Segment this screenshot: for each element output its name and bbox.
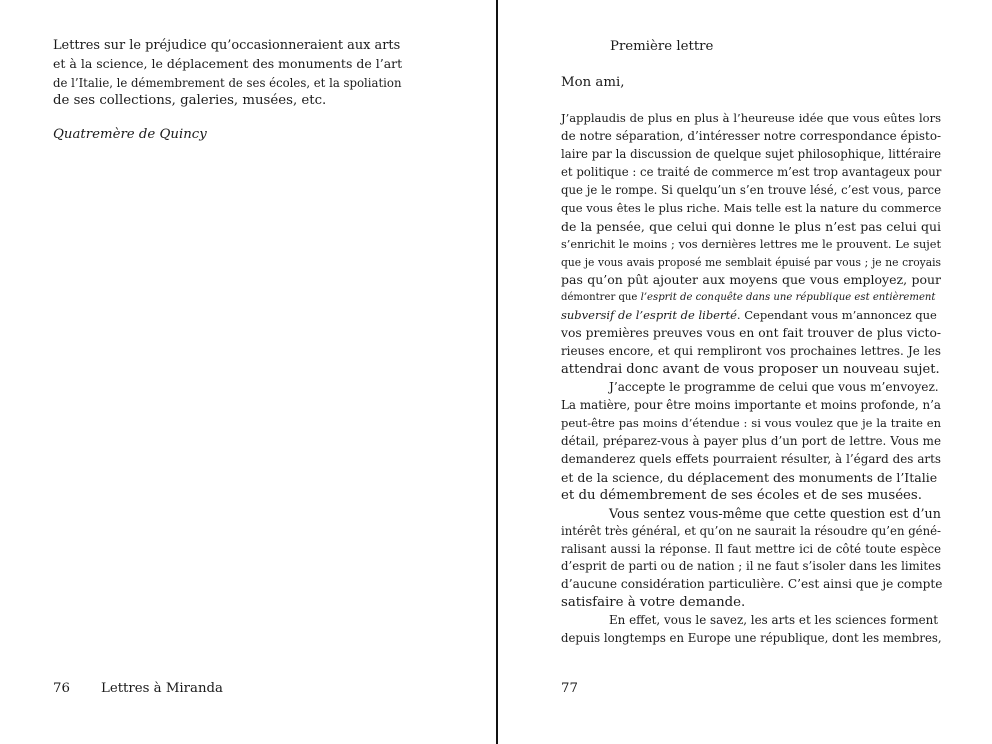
text-line: que je vous avais proposé me semblait épuisé par vous ; je ne croyais: [561, 255, 941, 269]
text-fragment: démontrer que: [561, 292, 641, 304]
left-footer: [53, 680, 223, 698]
page-number-right: 77: [561, 681, 578, 696]
title-line: Lettres sur le préjudice qu’occasionneraient aux arts: [53, 38, 401, 53]
text-line: pas qu’on pût ajouter aux moyens que vous employez, pour: [561, 272, 941, 288]
title-line: de ses collections, galeries, musées, etc.: [53, 92, 327, 108]
title-line: et à la science, le déplacement des monuments de l’art: [53, 56, 403, 72]
book-title-block: [53, 37, 403, 110]
text-line: J’accepte le programme de celui que vous m’envoyez.: [609, 380, 939, 395]
running-title: Lettres à Miranda: [101, 681, 223, 696]
text-line-mixed: [561, 289, 941, 307]
text-line: depuis longtemps en Europe une république, dont les membres,: [561, 631, 942, 646]
text-line-mixed: [561, 307, 941, 325]
text-line: attendrai donc avant de vous proposer un nouveau sujet.: [561, 362, 940, 378]
text-line: laire par la discussion de quelque sujet philosophique, littéraire: [561, 146, 941, 161]
page-number-left: 76: [53, 681, 70, 696]
text-line: ralisant aussi la réponse. Il faut mettre ici de côté toute espèce: [561, 541, 941, 556]
text-line: Vous sentez vous-même que cette question est d’un: [609, 505, 941, 521]
text-line: peut-être pas moins d’étendue : si vous voulez que je la traite en: [561, 415, 941, 430]
letter-body: [561, 110, 941, 648]
text-line: La matière, pour être moins importante et moins profonde, n’a: [561, 398, 941, 412]
text-line: d’aucune considération particulière. C’est ainsi que je compte: [561, 577, 943, 592]
salutation: Mon ami,: [561, 75, 625, 90]
text-line: que je le rompe. Si quelqu’un s’en trouve lésé, c’est vous, parce: [561, 182, 941, 197]
text-line: et de la science, du déplacement des monuments de l’Italie: [561, 469, 938, 485]
text-line: demanderez quels effets pourraient résulter, à l’égard des arts: [561, 451, 941, 466]
italic-fragment: subversif de l’esprit de liberté: [561, 308, 737, 323]
text-line: s’enrichit le moins ; vos dernières lettres me le prouvent. Le sujet: [561, 237, 941, 251]
text-fragment: . Cependant vous m’annoncez que: [736, 308, 937, 323]
text-line: de notre séparation, d’intéresser notre correspondance épisto-: [561, 128, 941, 143]
text-line: vos premières preuves vous en ont fait trouver de plus victo-: [561, 326, 941, 341]
text-line: d’esprit de parti ou de nation ; il ne faut s’isoler dans les limites: [561, 559, 941, 574]
italic-fragment: l’esprit de conquête dans une république est entièrement: [640, 292, 936, 304]
right-page: [498, 0, 992, 744]
text-line: et du démembrement de ses écoles et de ses musées.: [561, 487, 922, 503]
text-line: et politique : ce traité de commerce m’est trop avantageux pour: [561, 164, 942, 179]
text-line: détail, préparez-vous à payer plus d’un port de lettre. Vous me: [561, 433, 941, 448]
text-line: En effet, vous le savez, les arts et les sciences forment: [609, 613, 939, 628]
text-line: satisfaire à votre demande.: [561, 595, 746, 611]
author-name: Quatremère de Quincy: [53, 127, 207, 142]
text-line: de la pensée, que celui qui donne le plus n’est pas celui qui: [561, 218, 941, 234]
text-line: que vous êtes le plus riche. Mais telle est la nature du commerce: [561, 200, 942, 215]
text-line: rieuses encore, et qui rempliront vos prochaines lettres. Je les: [561, 344, 941, 359]
text-line: intérêt très général, et qu’on ne saurait la résoudre qu’en géné-: [561, 523, 941, 538]
text-line: J’applaudis de plus en plus à l’heureuse idée que vous eûtes lors: [561, 111, 941, 125]
letter-heading: Première lettre: [610, 39, 714, 54]
title-line: de l’Italie, le démembrement de ses écoles, et la spoliation: [53, 75, 402, 90]
